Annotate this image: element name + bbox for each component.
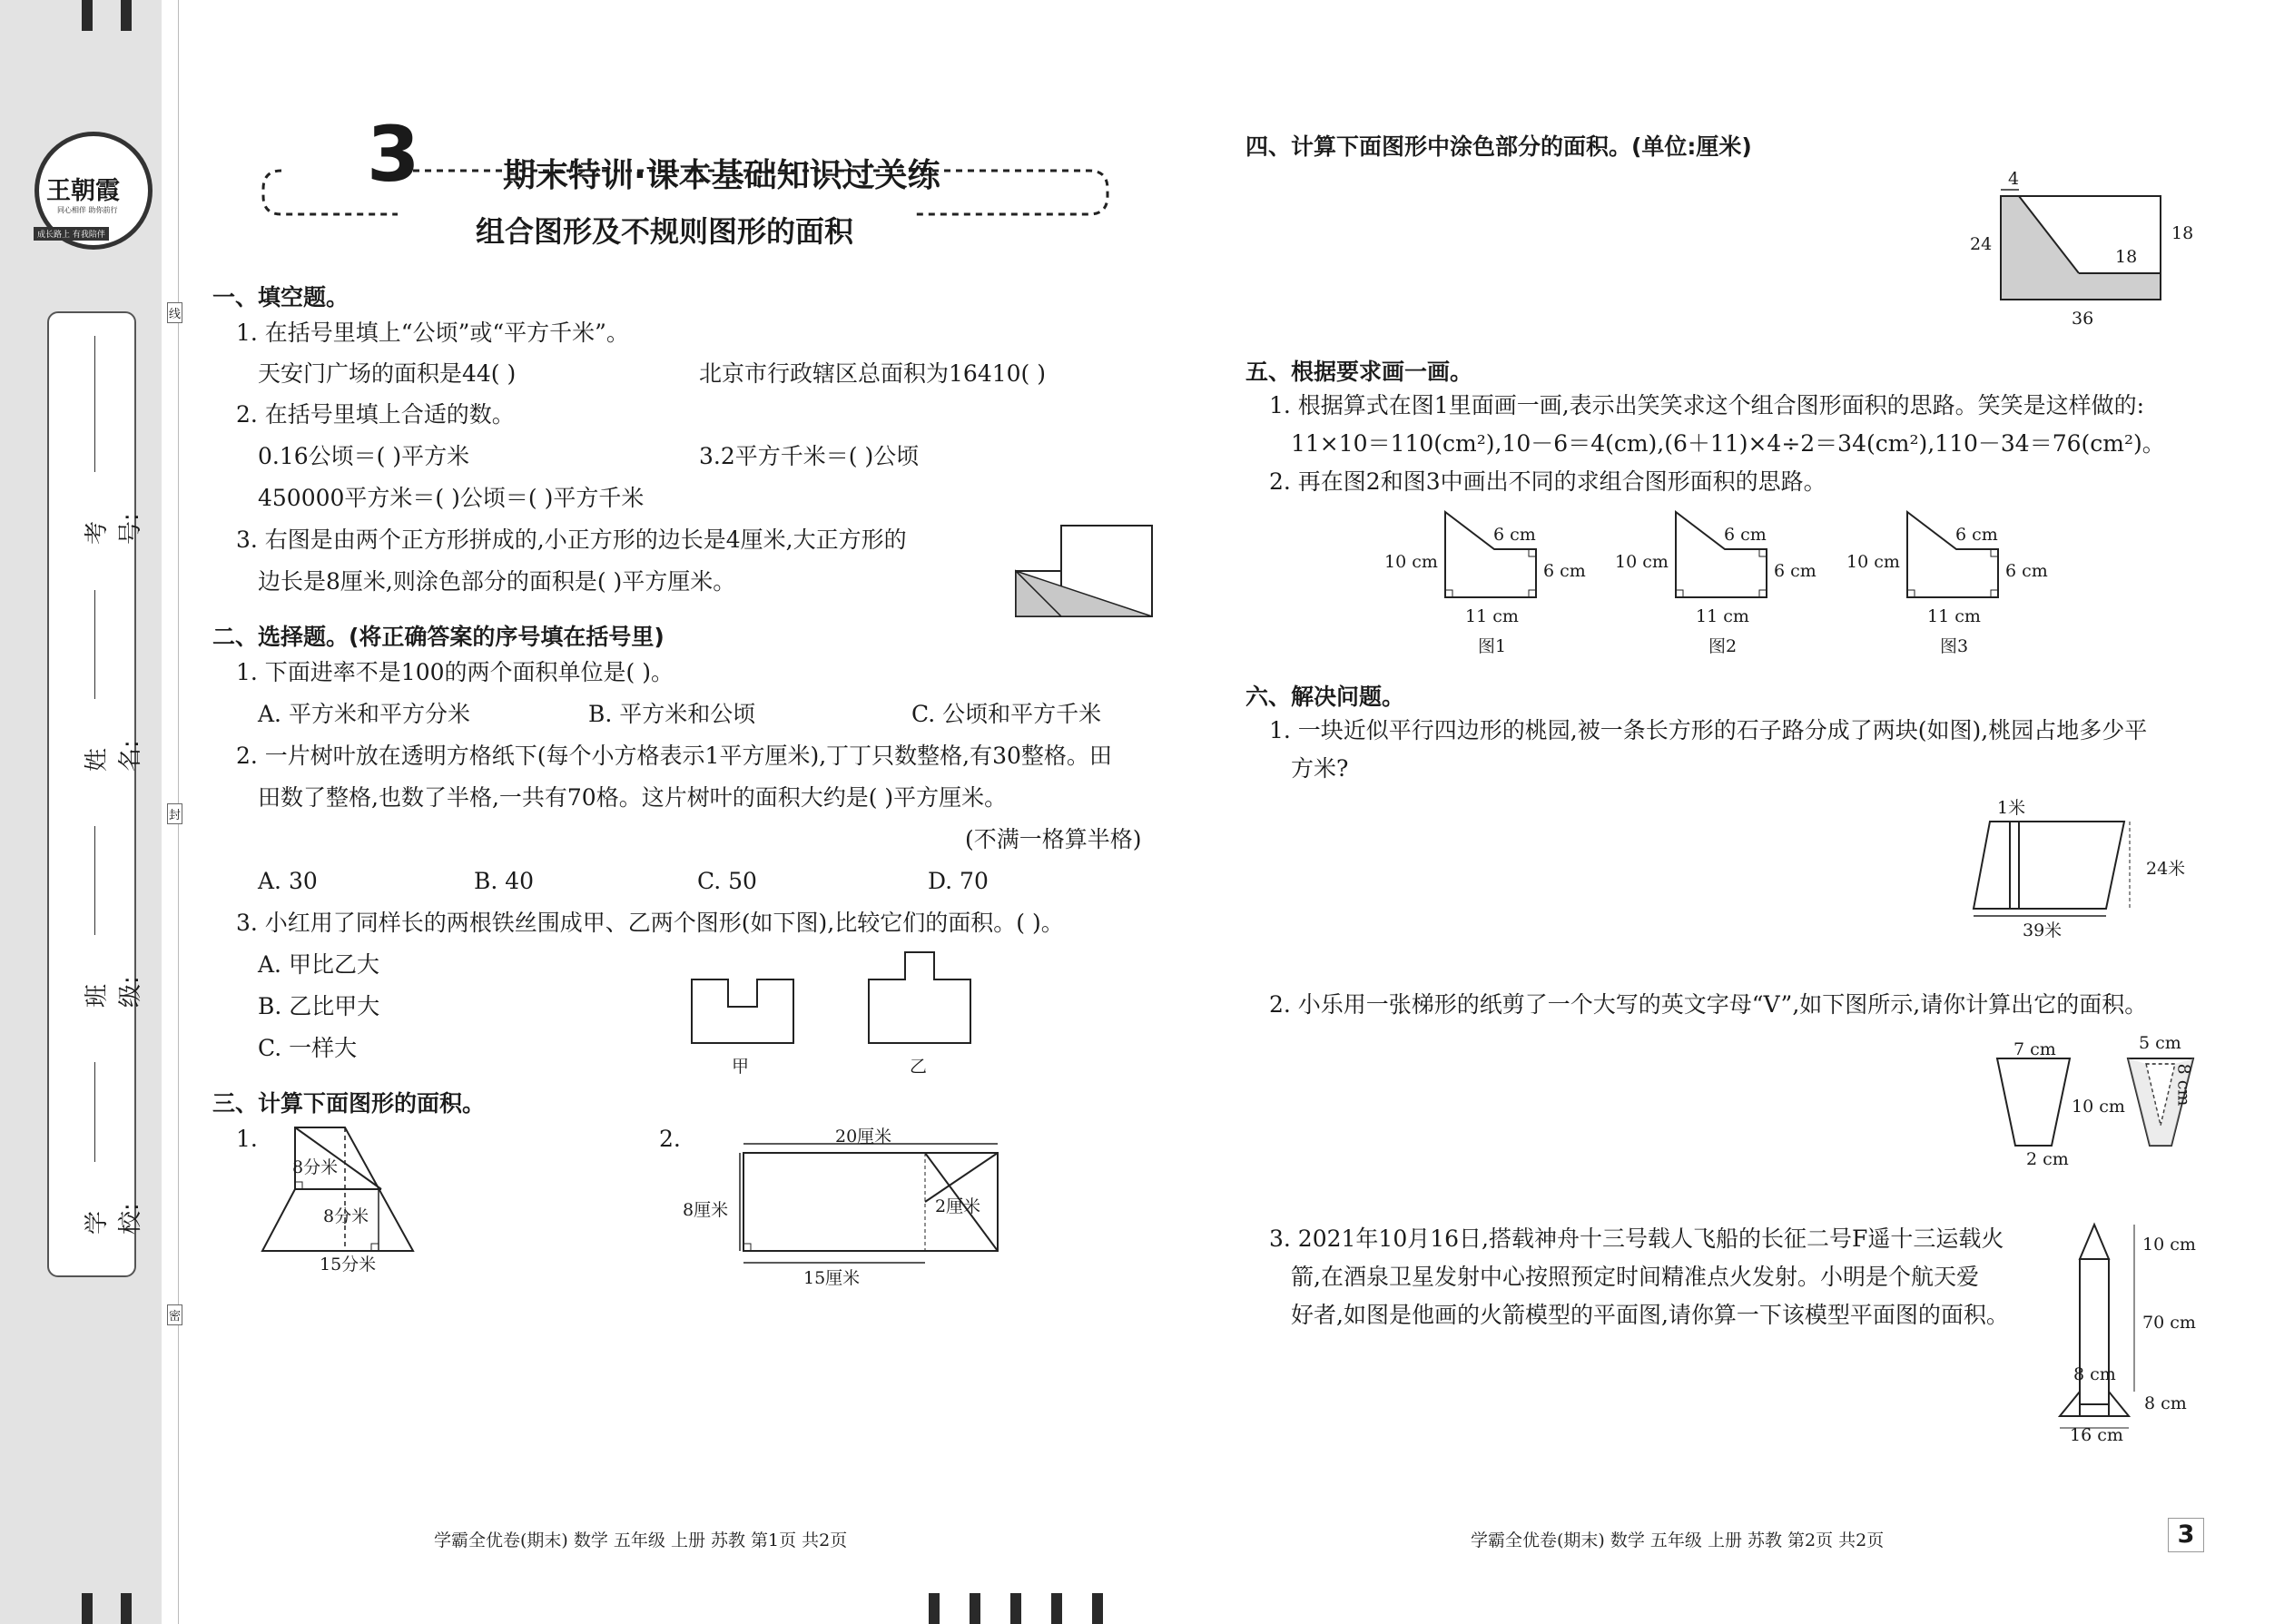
dimension-label: 8 cm (2144, 1393, 2187, 1413)
option-b[interactable]: B. 平方米和公顷 (588, 701, 756, 727)
registration-mark (1092, 1593, 1103, 1624)
figure-label: 乙 (910, 1057, 928, 1077)
dimension-label: 15分米 (320, 1255, 377, 1275)
dimension-label: 10 cm (2142, 1235, 2196, 1255)
dimension-label: 39米 (2023, 920, 2063, 940)
registration-mark (82, 0, 93, 31)
page-number: 3 (2168, 1518, 2204, 1552)
dimension-label: 11 cm (1465, 606, 1519, 626)
option-a[interactable]: A. 甲比乙大 (258, 951, 379, 978)
unit-number: 3 (367, 110, 420, 199)
registration-mark (970, 1593, 980, 1624)
dimension-label: 6 cm (2005, 561, 2048, 581)
formula-text: 11×10＝110(cm²),10－6＝4(cm),(6＋11)×4÷2＝34(cm²),110－34＝76(cm²)。 (1291, 430, 2165, 457)
shape-jia-figure (688, 976, 797, 1047)
dimension-label: 6 cm (1774, 561, 1816, 581)
question-number: 2. (659, 1126, 681, 1152)
dimension-label: 6 cm (1543, 561, 1586, 581)
dimension-label: 2厘米 (935, 1196, 981, 1216)
fill-blank-text[interactable]: 3.2平方千米＝( )公顷 (699, 443, 920, 469)
fill-blank-text[interactable]: 天安门广场的面积是44( ) (258, 360, 517, 387)
seal-line-char: 封 (167, 803, 182, 824)
section-heading: 三、计算下面图形的面积。 (212, 1090, 486, 1117)
question-text: 1. 一块近似平行四边形的桃园,被一条长方形的石子路分成了两块(如图),桃园占地多少平 (1269, 717, 2148, 743)
option-c[interactable]: C. 公顷和平方千米 (911, 701, 1102, 727)
dimension-label: 4 (2008, 169, 2020, 189)
shaded-trapezoid-figure (1997, 187, 2165, 305)
school-field[interactable]: 学校: (78, 1062, 103, 1262)
name-field[interactable]: 姓名: (78, 590, 103, 808)
section-heading: 四、计算下面图形中涂色部分的面积。(单位:厘米) (1245, 133, 1752, 160)
question-text: 2. 小乐用一张梯形的纸剪了一个大写的英文字母“V”,如下图所示,请你计算出它的面积。 (1269, 991, 2148, 1018)
seal-line-char: 密 (167, 1304, 182, 1325)
question-text: 2. 在括号里填上合适的数。 (236, 401, 515, 428)
dimension-label: 24米 (2146, 859, 2186, 879)
registration-mark (1051, 1593, 1062, 1624)
option-a[interactable]: A. 平方米和平方分米 (258, 701, 470, 727)
dimension-label: 8 cm (2073, 1364, 2116, 1384)
fill-blank-text[interactable]: 边长是8厘米,则涂色部分的面积是( )平方厘米。 (258, 568, 736, 595)
dimension-label: 16 cm (2070, 1425, 2123, 1445)
registration-mark (929, 1593, 940, 1624)
dimension-label: 11 cm (1927, 606, 1981, 626)
publisher-logo: 王朝霞 同心相伴 助你前行 成长路上 有我陪伴 (34, 132, 153, 250)
question-text[interactable]: 田数了整格,也数了半格,一共有70格。这片树叶的面积大约是( )平方厘米。 (258, 784, 1008, 811)
option-b[interactable]: B. 40 (474, 868, 535, 894)
dimension-label: 2 cm (2026, 1149, 2069, 1169)
class-field[interactable]: 班级: (78, 826, 103, 1044)
question-text: 2. 再在图2和图3中画出不同的求组合图形面积的思路。 (1269, 468, 1826, 495)
figure-caption: 图1 (1478, 636, 1507, 656)
dimension-label: 70 cm (2142, 1313, 2196, 1333)
page-subtitle: 组合图形及不规则图形的面积 (476, 214, 854, 249)
dimension-label: 36 (2072, 309, 2094, 329)
question-text: 2. 一片树叶放在透明方格纸下(每个小方格表示1平方厘米),丁丁只数整格,有30整格。田 (236, 743, 1112, 769)
question-text: 3. 2021年10月16日,搭载神舟十三号载人飞船的长征二号F遥十三运载火 (1269, 1225, 2004, 1252)
composite-figure-1[interactable] (1442, 508, 1541, 601)
trapezoid-composite-figure (259, 1124, 422, 1260)
option-d[interactable]: D. 70 (928, 868, 989, 894)
dimension-label: 8分米 (292, 1157, 339, 1177)
question-text: 箭,在酒泉卫星发射中心按照预定时间精准点火发射。小明是个航天爱 (1291, 1264, 1979, 1290)
dimension-label: 6 cm (1493, 525, 1536, 545)
figure-caption: 图3 (1940, 636, 1969, 656)
dimension-label: 10 cm (1384, 552, 1438, 572)
dimension-label: 11 cm (1696, 606, 1749, 626)
question-text[interactable]: 3. 小红用了同样长的两根铁丝围成甲、乙两个图形(如下图),比较它们的面积。( )。 (236, 910, 1064, 936)
question-text: 好者,如图是他画的火箭模型的平面图,请你算一下该模型平面图的面积。 (1291, 1302, 2009, 1328)
dimension-label: 15厘米 (803, 1268, 861, 1288)
footer-left: 学霸全优卷(期末) 数学 五年级 上册 苏教 第1页 共2页 (434, 1530, 848, 1550)
dimension-label: 8分米 (323, 1206, 369, 1226)
registration-mark (121, 1593, 132, 1624)
question-note: (不满一格算半格) (965, 826, 1142, 852)
dimension-label: 10 cm (1615, 552, 1669, 572)
registration-mark (1010, 1593, 1021, 1624)
registration-mark (82, 1593, 93, 1624)
figure-label: 甲 (732, 1057, 750, 1077)
dimension-label: 6 cm (1955, 525, 1998, 545)
dimension-label: 10 cm (2072, 1097, 2125, 1117)
question-number: 1. (236, 1126, 258, 1152)
dimension-label: 8厘米 (683, 1200, 729, 1220)
fill-blank-text[interactable]: 0.16公顷＝( )平方米 (258, 443, 470, 469)
question-text: 1. 在括号里填上“公顷”或“平方千米”。 (236, 320, 629, 346)
dimension-label: 10 cm (1846, 552, 1900, 572)
question-text[interactable]: 1. 下面进率不是100的两个面积单位是( )。 (236, 659, 674, 685)
fill-blank-text[interactable]: 北京市行政辖区总面积为16410( ) (699, 360, 1046, 387)
dimension-label: 20厘米 (835, 1127, 892, 1147)
dimension-label: 18 (2115, 247, 2138, 267)
dimension-label: 24 (1970, 234, 1993, 254)
exam-number-field[interactable]: 考号: (78, 336, 103, 563)
section-heading: 五、根据要求画一画。 (1245, 359, 1473, 385)
composite-figure-3[interactable] (1904, 508, 2004, 601)
composite-figure-2[interactable] (1672, 508, 1772, 601)
option-c[interactable]: C. 50 (697, 868, 757, 894)
fill-blank-text[interactable]: 450000平方米＝( )公顷＝( )平方千米 (258, 485, 645, 511)
dimension-label: 5 cm (2139, 1033, 2181, 1053)
dimension-label: 18 (2171, 223, 2194, 243)
dimension-arrows (731, 1153, 749, 1253)
dimension-label: 1米 (1997, 798, 2026, 818)
page-title: 期末特训·课本基础知识过关练 (503, 157, 940, 194)
seal-line-char: 线 (167, 302, 182, 323)
parallelogram-orchard-figure (1970, 812, 2142, 921)
shape-yi-figure (865, 949, 974, 1047)
option-a[interactable]: A. 30 (258, 868, 318, 894)
question-text: 方米? (1291, 755, 1349, 782)
two-squares-figure (1012, 522, 1157, 620)
trapezoid-paper-figure (1994, 1051, 2075, 1153)
footer-right: 学霸全优卷(期末) 数学 五年级 上册 苏教 第2页 共2页 (1471, 1530, 1885, 1550)
option-c[interactable]: C. 一样大 (258, 1035, 358, 1061)
dimension-label: 6 cm (1724, 525, 1767, 545)
figure-caption: 图2 (1708, 636, 1738, 656)
dimension-label: 8 cm (2173, 1063, 2194, 1107)
question-text: 1. 根据算式在图1里面画一画,表示出笑笑求这个组合图形面积的思路。笑笑是这样做的: (1269, 392, 2145, 418)
dimension-label: 7 cm (2013, 1039, 2056, 1059)
section-heading: 一、填空题。 (212, 284, 350, 310)
question-text: 3. 右图是由两个正方形拼成的,小正方形的边长是4厘米,大正方形的 (236, 527, 907, 553)
section-heading: 二、选择题。(将正确答案的序号填在括号里) (212, 624, 665, 650)
option-b[interactable]: B. 乙比甲大 (258, 993, 380, 1019)
registration-mark (121, 0, 132, 31)
section-heading: 六、解决问题。 (1245, 684, 1405, 710)
